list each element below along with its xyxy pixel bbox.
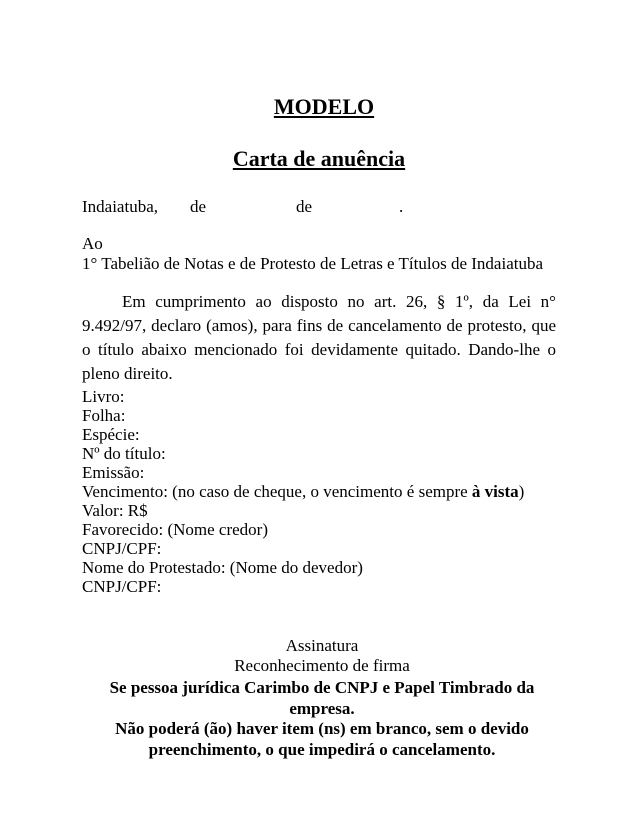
vencimento-text: Vencimento: (no caso de cheque, o vencimento é sempre	[82, 482, 472, 501]
addressee-line-2: 1° Tabelião de Notas e de Protesto de Letras e Títulos de Indaiatuba	[82, 254, 544, 273]
document-subtitle: Carta de anuência	[232, 146, 406, 171]
date-city: Indaiatuba,	[82, 197, 158, 216]
vencimento-bold: à vista	[471, 482, 519, 501]
field-favorecido: Favorecido: (Nome credor)	[82, 520, 268, 539]
field-cnpj-devedor: CNPJ/CPF:	[82, 577, 162, 596]
date-line	[82, 197, 556, 217]
firm-recognition-label: Reconhecimento de firma	[234, 656, 410, 675]
vencimento-end: )	[518, 482, 525, 501]
warning-line-2: preenchimento, o que impedirá o cancelamento.	[148, 740, 496, 759]
field-cnpj-credor: CNPJ/CPF:	[82, 539, 162, 558]
title-fields	[82, 387, 524, 596]
declaration-paragraph: Em cumprimento ao disposto no art. 26, § 1º, da Lei n° 9.492/97, declaro (amos), para fins de cancelamento de protesto, que o título abaixo mencionado foi devidamente quitado. Dando-lhe o pleno direito.	[82, 292, 556, 383]
field-emissao: Emissão:	[82, 463, 145, 482]
addressee-line-1: Ao	[82, 234, 103, 253]
field-protestado: Nome do Protestado: (Nome do devedor)	[82, 558, 363, 577]
document-title: MODELO	[273, 94, 375, 119]
field-vencimento	[82, 482, 524, 501]
date-end: .	[399, 197, 404, 216]
company-note-line-2: empresa.	[289, 699, 355, 718]
field-numero: Nº do título:	[82, 444, 166, 463]
field-especie: Espécie:	[82, 425, 140, 444]
field-folha: Folha:	[82, 406, 126, 425]
warning-line-1: Não poderá (ão) haver item (ns) em branco, sem o devido	[115, 719, 529, 738]
company-note-line-1: Se pessoa jurídica Carimbo de CNPJ e Papel Timbrado da	[109, 678, 535, 697]
field-valor: Valor: R$	[82, 501, 148, 520]
signature-label: Assinatura	[285, 636, 359, 655]
field-livro: Livro:	[82, 387, 125, 406]
date-de-2: de	[296, 197, 313, 216]
date-de-1: de	[190, 197, 207, 216]
